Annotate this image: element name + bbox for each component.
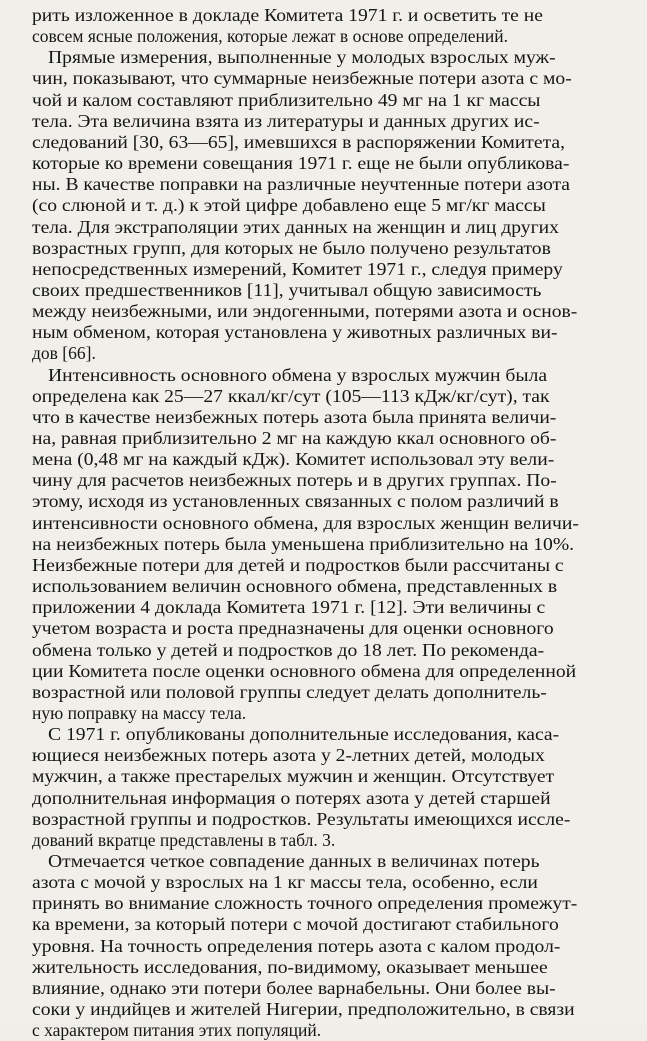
text-line: жительность исследования, по-видимому, оказывает меньшее <box>32 956 548 977</box>
text-line: которые ко времени совещания 1971 г. еще не были опубликова- <box>32 153 570 174</box>
text-line: соки у индийцев и жителей Нигерии, предположительно, в связи <box>32 999 575 1020</box>
text-line: уровня. На точность определения потерь азота с калом продол- <box>32 935 561 956</box>
text-line: ка времени, за который потери с мочой достигают стабильного <box>32 914 559 935</box>
text-line: дополнительная информация о потерях азота у детей старшей <box>32 787 551 808</box>
text-line: возрастной группы и подростков. Результаты имеющихся иссле- <box>32 808 571 829</box>
text-line: этому, исходя из установленных связанных с полом различий в <box>32 491 559 512</box>
text-line: ции Комитета после оценки основного обмена для определенной <box>32 660 577 681</box>
text-line: определена как 25—27 ккал/кг/сут (105—113 кДж/кг/сут), так <box>32 385 550 406</box>
text-line: ную поправку на массу тела. <box>32 702 247 723</box>
text-line: Неизбежные потери для детей и подростков были рассчитаны с <box>32 554 564 575</box>
text-line: тела. Эта величина взята из литературы и данных других ис- <box>32 110 540 131</box>
text-line: на, равная приблизительно 2 мг на каждую ккал основного об- <box>32 428 557 448</box>
text-line: интенсивности основного обмена, для взрослых женщин величи- <box>32 512 579 533</box>
text-line: дований вкратце представлены в табл. 3. <box>32 829 336 850</box>
text-line: Прямые измерения, выполненные у молодых взрослых муж- <box>48 47 556 68</box>
text-line: совсем ясные положения, которые лежат в основе определений. <box>32 26 508 47</box>
text-line: тела. Для экстраполяции этих данных на женщин и лиц других <box>32 216 559 237</box>
text-line: использованием величин основного обмена, представленных в <box>32 576 558 597</box>
text-line: ющиеся неизбежных потерь азота у 2-летних детей, молодых <box>32 745 545 766</box>
text-line: обмена только у детей и подростков до 18 лет. По рекоменда- <box>32 639 545 660</box>
text-line: следований [30, 63—65], имевшихся в распоряжении Комитета, <box>32 131 565 152</box>
text-line: мужчин, а также престарелых мужчин и женщин. Отсутствует <box>32 766 555 787</box>
text-line: на неизбежных потерь была уменьшена приблизительно на 10%. <box>32 533 575 554</box>
text-line: принять во внимание сложность точного определения промежут- <box>32 893 578 914</box>
text-line: с характером питания этих популяций. <box>32 1020 322 1041</box>
text-line: приложении 4 доклада Комитета 1971 г. [12]. Эти величины с <box>32 597 546 618</box>
text-line: азота с мочой у взрослых на 1 кг массы тела, особенно, если <box>32 872 538 893</box>
text-line: возрастных групп, для которых не было получено результатов <box>32 237 551 258</box>
text-line: своих предшественников [11], учитывал общую зависимость <box>32 279 542 300</box>
text-line: между неизбежными, или эндогенными, потерями азота и основ- <box>32 301 578 322</box>
text-line: (со слюной и т. д.) к этой цифре добавлено еще 5 мг/кг массы <box>32 195 546 216</box>
text-line: рить изложенное в докладе Комитета 1971 г. и осветить те не <box>32 5 543 25</box>
text-line: ным обменом, которая установлена у животных различных ви- <box>32 322 558 343</box>
text-line: учетом возраста и роста предназначены для оценки основного <box>32 618 554 639</box>
text-line: мена (0,48 мг на каждый кДж). Комитет использовал эту вели- <box>32 449 555 470</box>
text-line: дов [66]. <box>32 343 96 364</box>
text-line: С 1971 г. опубликованы дополнительные исследования, каса- <box>48 724 560 745</box>
text-line: ны. В качестве поправки на различные неучтенные потери азота <box>32 174 571 195</box>
text-line: что в качестве неизбежных потерь азота была принята величи- <box>32 406 557 427</box>
text-line: возрастной или половой группы следует делать дополнитель- <box>32 681 547 702</box>
text-line: чин, показывают, что суммарные неизбежные потери азота с мо- <box>32 68 572 89</box>
text-line: Интенсивность основного обмена у взрослых мужчин была <box>48 364 548 385</box>
text-line: чину для расчетов неизбежных потерь и в других группах. По- <box>32 470 557 491</box>
text-line: влияние, однако эти потери более варнабельны. Они более вы- <box>32 977 556 998</box>
text-line: чой и калом составляют приблизительно 49 мг на 1 кг массы <box>32 89 541 110</box>
text-line: Отмечается четкое совпадение данных в величинах потерь <box>48 851 540 871</box>
text-line: непосредственных измерений, Комитет 1971 г., следуя примеру <box>32 258 563 279</box>
